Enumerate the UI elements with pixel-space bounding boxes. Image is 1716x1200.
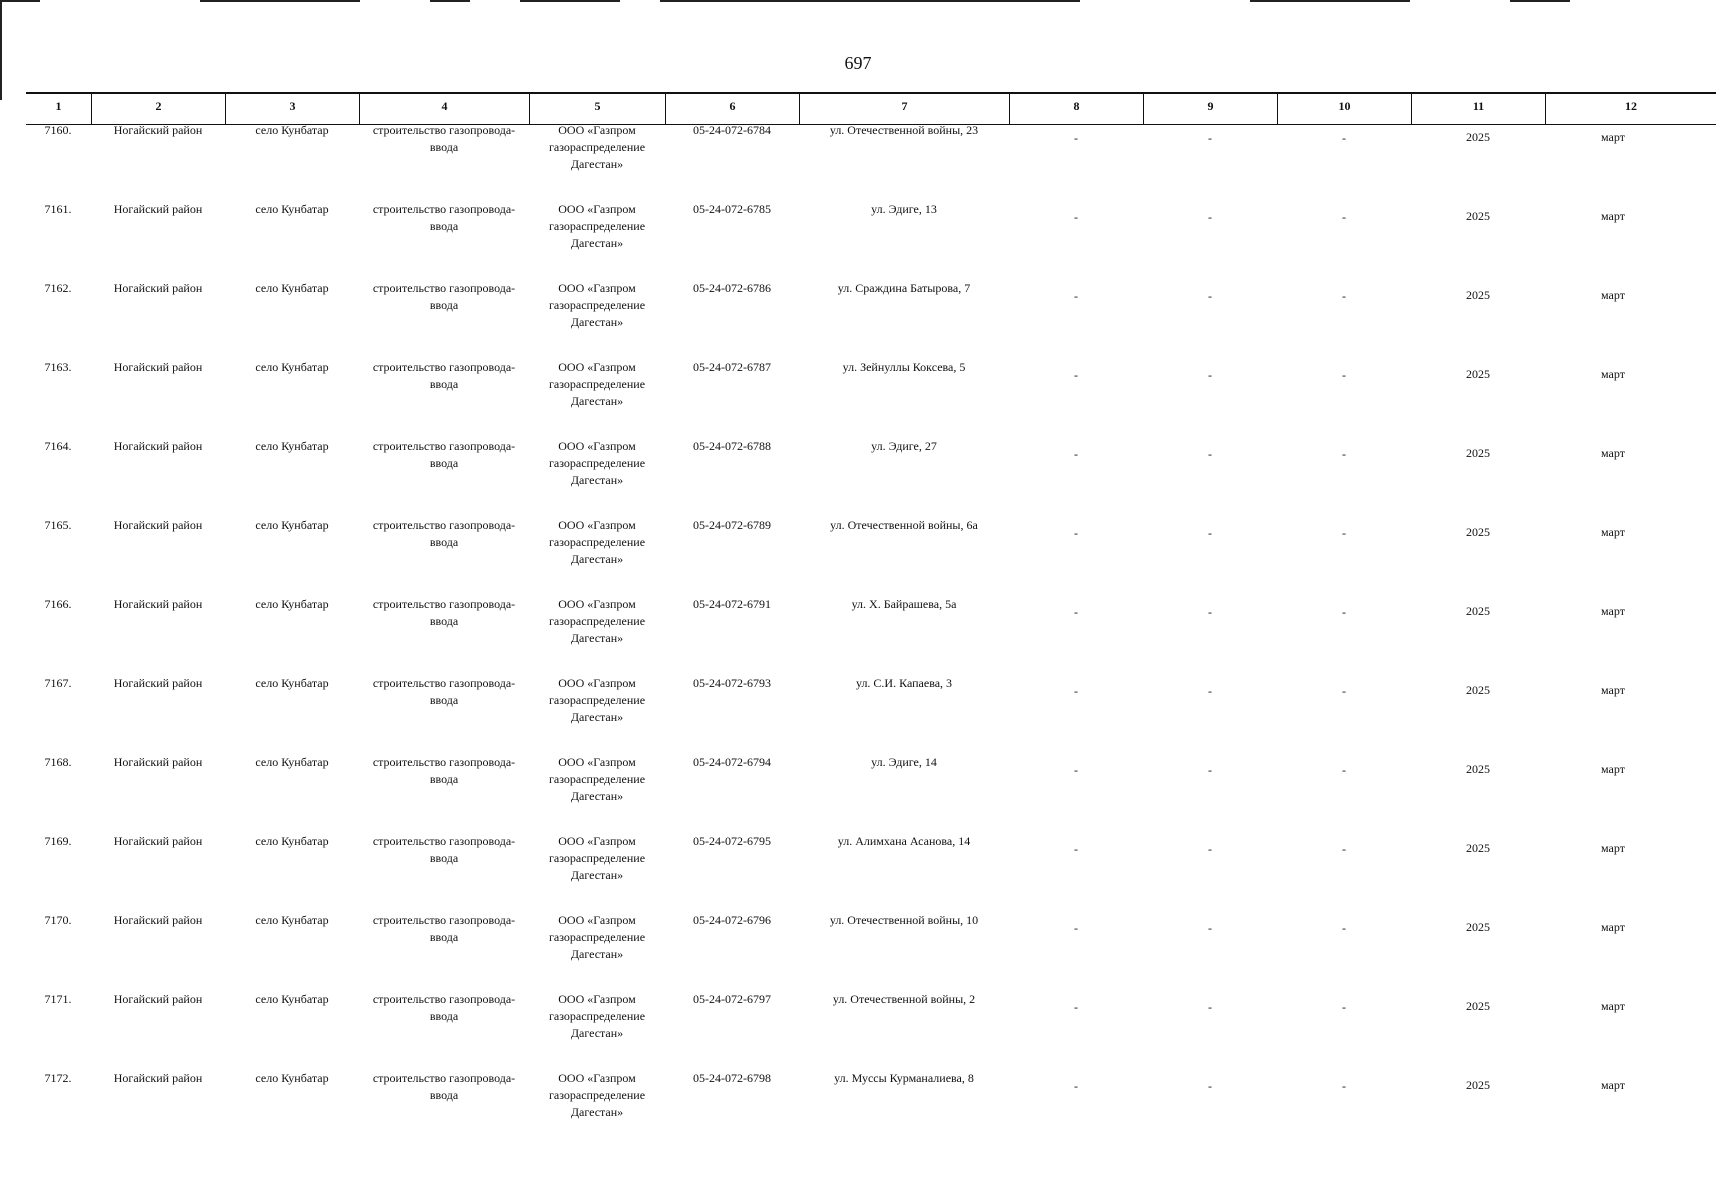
column-10-cell: - bbox=[1342, 447, 1346, 461]
month-cell: март bbox=[1601, 920, 1625, 934]
scan-artifact-left bbox=[0, 0, 2, 100]
column-header: 12 bbox=[1625, 99, 1637, 113]
table-row bbox=[26, 359, 1716, 438]
organization-cell: ООО «Газпром газораспределение Дагестан» bbox=[548, 281, 646, 329]
column-10-cell: - bbox=[1342, 1079, 1346, 1093]
settlement-cell: село Кунбатар bbox=[255, 755, 329, 769]
column-9-cell: - bbox=[1208, 526, 1212, 540]
organization-cell: ООО «Газпром газораспределение Дагестан» bbox=[548, 834, 646, 882]
table-row bbox=[26, 1070, 1716, 1149]
month-cell: март bbox=[1601, 288, 1625, 302]
settlement-cell: село Кунбатар bbox=[255, 281, 329, 295]
table-row bbox=[26, 280, 1716, 359]
column-8-cell: - bbox=[1074, 684, 1078, 698]
organization-cell: ООО «Газпром газораспределение Дагестан» bbox=[548, 360, 646, 408]
year-cell: 2025 bbox=[1466, 999, 1490, 1013]
month-cell: март bbox=[1601, 683, 1625, 697]
column-8-cell: - bbox=[1074, 210, 1078, 224]
work-type-cell: строительство газопровода-ввода bbox=[372, 1071, 516, 1102]
month-cell: март bbox=[1601, 446, 1625, 460]
code-cell: 05-24-072-6794 bbox=[693, 755, 771, 769]
row-number: 7168. bbox=[44, 755, 72, 769]
district-cell: Ногайский район bbox=[113, 281, 203, 295]
table-row bbox=[26, 438, 1716, 517]
column-header: 3 bbox=[226, 94, 360, 124]
column-10-cell: - bbox=[1342, 684, 1346, 698]
work-type-cell: строительство газопровода-ввода bbox=[372, 439, 516, 470]
code-cell: 05-24-072-6795 bbox=[693, 834, 771, 848]
address-cell: ул. Х. Байрашева, 5а bbox=[851, 597, 957, 611]
district-cell: Ногайский район bbox=[113, 1071, 203, 1085]
code-cell: 05-24-072-6796 bbox=[693, 913, 771, 927]
settlement-cell: село Кунбатар bbox=[255, 360, 329, 374]
scan-artifact-top bbox=[0, 0, 1716, 2]
column-8-cell: - bbox=[1074, 842, 1078, 856]
column-8-cell: - bbox=[1074, 921, 1078, 935]
column-10-cell: - bbox=[1342, 605, 1346, 619]
settlement-cell: село Кунбатар bbox=[255, 834, 329, 848]
organization-cell: ООО «Газпром газораспределение Дагестан» bbox=[548, 676, 646, 724]
work-type-cell: строительство газопровода-ввода bbox=[372, 834, 516, 865]
row-number: 7160. bbox=[44, 123, 72, 137]
table-row bbox=[26, 991, 1716, 1070]
column-header: 1 bbox=[26, 94, 92, 124]
work-type-cell: строительство газопровода-ввода bbox=[372, 281, 516, 312]
organization-cell: ООО «Газпром газораспределение Дагестан» bbox=[548, 913, 646, 961]
district-cell: Ногайский район bbox=[113, 913, 203, 927]
settlement-cell: село Кунбатар bbox=[255, 202, 329, 216]
year-cell: 2025 bbox=[1466, 683, 1490, 697]
address-cell: ул. Эдиге, 27 bbox=[871, 439, 937, 453]
column-8-cell: - bbox=[1074, 368, 1078, 382]
year-cell: 2025 bbox=[1466, 762, 1490, 776]
settlement-cell: село Кунбатар bbox=[255, 123, 329, 137]
district-cell: Ногайский район bbox=[113, 439, 203, 453]
address-cell: ул. Сраждина Батырова, 7 bbox=[837, 281, 971, 295]
district-cell: Ногайский район bbox=[113, 597, 203, 611]
year-cell: 2025 bbox=[1466, 841, 1490, 855]
address-cell: ул. Отечественной войны, 6а bbox=[830, 518, 978, 532]
table-row bbox=[26, 833, 1716, 912]
column-10-cell: - bbox=[1342, 368, 1346, 382]
year-cell: 2025 bbox=[1466, 209, 1490, 223]
column-8-cell: - bbox=[1074, 763, 1078, 777]
settlement-cell: село Кунбатар bbox=[255, 676, 329, 690]
table-row bbox=[26, 201, 1716, 280]
column-10-cell: - bbox=[1342, 763, 1346, 777]
code-cell: 05-24-072-6788 bbox=[693, 439, 771, 453]
address-cell: ул. Эдиге, 13 bbox=[871, 202, 937, 216]
year-cell: 2025 bbox=[1466, 604, 1490, 618]
column-9-cell: - bbox=[1208, 289, 1212, 303]
column-9-cell: - bbox=[1208, 921, 1212, 935]
column-9-cell: - bbox=[1208, 605, 1212, 619]
table-row bbox=[26, 754, 1716, 833]
work-type-cell: строительство газопровода-ввода bbox=[372, 755, 516, 786]
column-8-cell: - bbox=[1074, 1079, 1078, 1093]
column-10-cell: - bbox=[1342, 526, 1346, 540]
code-cell: 05-24-072-6793 bbox=[693, 676, 771, 690]
column-header: 5 bbox=[530, 94, 666, 124]
organization-cell: ООО «Газпром газораспределение Дагестан» bbox=[548, 597, 646, 645]
work-type-cell: строительство газопровода-ввода bbox=[372, 518, 516, 549]
column-9-cell: - bbox=[1208, 210, 1212, 224]
table-header bbox=[26, 92, 1716, 125]
year-cell: 2025 bbox=[1466, 525, 1490, 539]
address-cell: ул. Муссы Курманалиева, 8 bbox=[834, 1071, 974, 1085]
row-number: 7169. bbox=[44, 834, 72, 848]
page-number: 697 bbox=[844, 53, 872, 73]
work-type-cell: строительство газопровода-ввода bbox=[372, 360, 516, 391]
column-10-cell: - bbox=[1342, 289, 1346, 303]
column-header: 6 bbox=[666, 94, 800, 124]
month-cell: март bbox=[1601, 841, 1625, 855]
organization-cell: ООО «Газпром газораспределение Дагестан» bbox=[548, 202, 646, 250]
address-cell: ул. Зейнуллы Коксева, 5 bbox=[842, 360, 966, 374]
column-10-cell: - bbox=[1342, 131, 1346, 145]
column-9-cell: - bbox=[1208, 1000, 1212, 1014]
column-10-cell: - bbox=[1342, 1000, 1346, 1014]
address-cell: ул. Отечественной войны, 23 bbox=[829, 123, 979, 137]
column-header: 7 bbox=[800, 94, 1010, 124]
month-cell: март bbox=[1601, 999, 1625, 1013]
address-cell: ул. Алимхана Асанова, 14 bbox=[837, 834, 971, 848]
settlement-cell: село Кунбатар bbox=[255, 913, 329, 927]
column-9-cell: - bbox=[1208, 684, 1212, 698]
month-cell: март bbox=[1601, 525, 1625, 539]
work-type-cell: строительство газопровода-ввода bbox=[372, 913, 516, 944]
row-number: 7171. bbox=[44, 992, 72, 1006]
year-cell: 2025 bbox=[1466, 288, 1490, 302]
year-cell: 2025 bbox=[1466, 920, 1490, 934]
district-cell: Ногайский район bbox=[113, 360, 203, 374]
settlement-cell: село Кунбатар bbox=[255, 992, 329, 1006]
month-cell: март bbox=[1601, 209, 1625, 223]
district-cell: Ногайский район bbox=[113, 992, 203, 1006]
row-number: 7162. bbox=[44, 281, 72, 295]
row-number: 7167. bbox=[44, 676, 72, 690]
column-9-cell: - bbox=[1208, 131, 1212, 145]
column-8-cell: - bbox=[1074, 1000, 1078, 1014]
year-cell: 2025 bbox=[1466, 1078, 1490, 1092]
column-9-cell: - bbox=[1208, 763, 1212, 777]
settlement-cell: село Кунбатар bbox=[255, 439, 329, 453]
column-header: 10 bbox=[1278, 94, 1412, 124]
column-header: 8 bbox=[1010, 94, 1144, 124]
table-row bbox=[26, 517, 1716, 596]
column-8-cell: - bbox=[1074, 447, 1078, 461]
organization-cell: ООО «Газпром газораспределение Дагестан» bbox=[548, 755, 646, 803]
column-header: 11 bbox=[1412, 94, 1546, 124]
month-cell: март bbox=[1601, 604, 1625, 618]
month-cell: март bbox=[1601, 1078, 1625, 1092]
organization-cell: ООО «Газпром газораспределение Дагестан» bbox=[548, 992, 646, 1040]
code-cell: 05-24-072-6785 bbox=[693, 202, 771, 216]
district-cell: Ногайский район bbox=[113, 834, 203, 848]
month-cell: март bbox=[1601, 130, 1625, 144]
column-8-cell: - bbox=[1074, 289, 1078, 303]
year-cell: 2025 bbox=[1466, 130, 1490, 144]
code-cell: 05-24-072-6791 bbox=[693, 597, 771, 611]
row-number: 7170. bbox=[44, 913, 72, 927]
table-row bbox=[26, 122, 1716, 201]
work-type-cell: строительство газопровода-ввода bbox=[372, 676, 516, 707]
table-row bbox=[26, 596, 1716, 675]
column-header: 2 bbox=[92, 94, 226, 124]
column-9-cell: - bbox=[1208, 368, 1212, 382]
table-row bbox=[26, 675, 1716, 754]
month-cell: март bbox=[1601, 762, 1625, 776]
work-type-cell: строительство газопровода-ввода bbox=[372, 992, 516, 1023]
address-cell: ул. С.И. Капаева, 3 bbox=[855, 676, 953, 690]
year-cell: 2025 bbox=[1466, 446, 1490, 460]
address-cell: ул. Отечественной войны, 2 bbox=[832, 992, 976, 1006]
district-cell: Ногайский район bbox=[113, 123, 203, 137]
code-cell: 05-24-072-6786 bbox=[693, 281, 771, 295]
code-cell: 05-24-072-6784 bbox=[693, 123, 771, 137]
column-9-cell: - bbox=[1208, 1079, 1212, 1093]
address-cell: ул. Эдиге, 14 bbox=[871, 755, 937, 769]
work-type-cell: строительство газопровода-ввода bbox=[372, 123, 516, 154]
row-number: 7166. bbox=[44, 597, 72, 611]
column-header: 4 bbox=[360, 94, 530, 124]
district-cell: Ногайский район bbox=[113, 518, 203, 532]
column-9-cell: - bbox=[1208, 842, 1212, 856]
column-10-cell: - bbox=[1342, 921, 1346, 935]
row-number: 7163. bbox=[44, 360, 72, 374]
column-10-cell: - bbox=[1342, 210, 1346, 224]
settlement-cell: село Кунбатар bbox=[255, 1071, 329, 1085]
year-cell: 2025 bbox=[1466, 367, 1490, 381]
column-10-cell: - bbox=[1342, 842, 1346, 856]
code-cell: 05-24-072-6797 bbox=[693, 992, 771, 1006]
column-8-cell: - bbox=[1074, 605, 1078, 619]
district-cell: Ногайский район bbox=[113, 676, 203, 690]
address-cell: ул. Отечественной войны, 10 bbox=[829, 913, 979, 927]
row-number: 7172. bbox=[44, 1071, 72, 1085]
row-number: 7165. bbox=[44, 518, 72, 532]
row-number: 7164. bbox=[44, 439, 72, 453]
column-8-cell: - bbox=[1074, 131, 1078, 145]
organization-cell: ООО «Газпром газораспределение Дагестан» bbox=[548, 439, 646, 487]
organization-cell: ООО «Газпром газораспределение Дагестан» bbox=[548, 123, 646, 171]
table-row bbox=[26, 912, 1716, 991]
settlement-cell: село Кунбатар bbox=[255, 518, 329, 532]
organization-cell: ООО «Газпром газораспределение Дагестан» bbox=[548, 518, 646, 566]
code-cell: 05-24-072-6798 bbox=[693, 1071, 771, 1085]
work-type-cell: строительство газопровода-ввода bbox=[372, 597, 516, 628]
column-9-cell: - bbox=[1208, 447, 1212, 461]
column-header: 9 bbox=[1144, 94, 1278, 124]
row-number: 7161. bbox=[44, 202, 72, 216]
district-cell: Ногайский район bbox=[113, 755, 203, 769]
month-cell: март bbox=[1601, 367, 1625, 381]
work-type-cell: строительство газопровода-ввода bbox=[372, 202, 516, 233]
district-cell: Ногайский район bbox=[113, 202, 203, 216]
column-8-cell: - bbox=[1074, 526, 1078, 540]
organization-cell: ООО «Газпром газораспределение Дагестан» bbox=[548, 1071, 646, 1119]
code-cell: 05-24-072-6787 bbox=[693, 360, 771, 374]
code-cell: 05-24-072-6789 bbox=[693, 518, 771, 532]
settlement-cell: село Кунбатар bbox=[255, 597, 329, 611]
